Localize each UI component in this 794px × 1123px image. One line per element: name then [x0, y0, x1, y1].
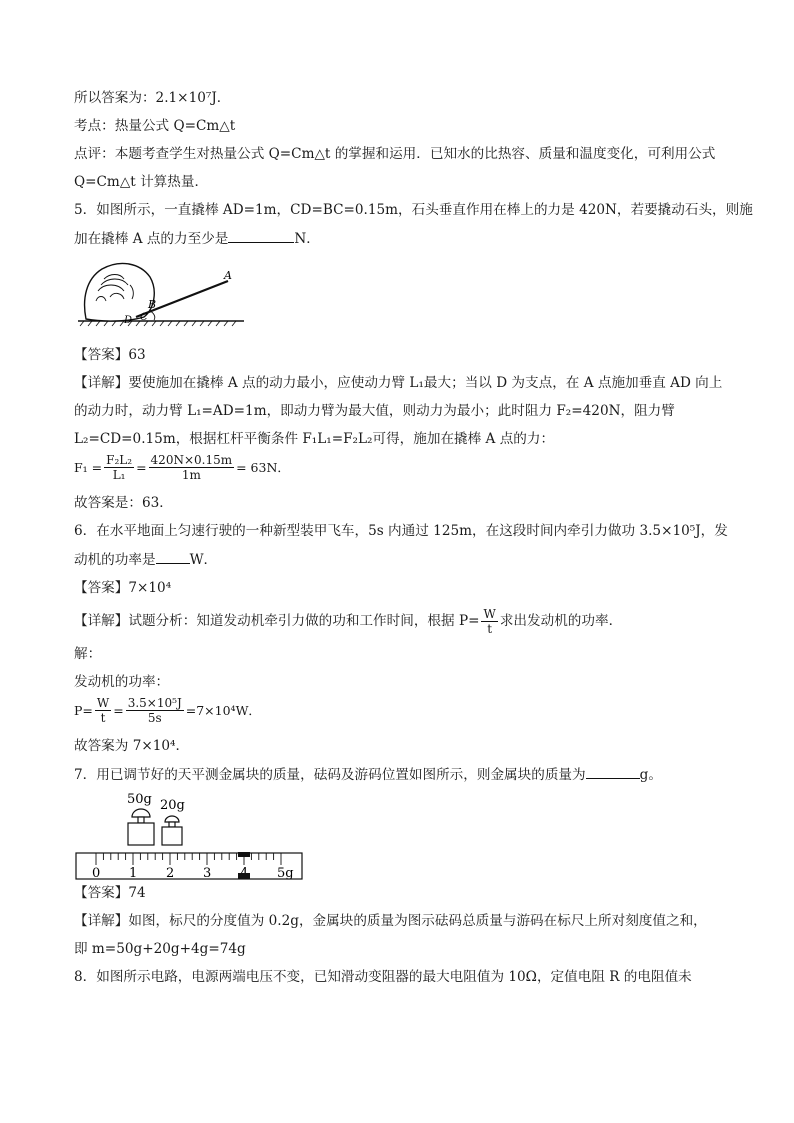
weight-50g [128, 809, 154, 845]
lever-rock-diagram [74, 255, 254, 343]
q5-equation [74, 449, 724, 485]
q8-stem-line-1: 8．如图所示电路，电源两端电压不变，已知滑动变阻器的最大电阻值为 10Ω，定值电阻 R 的电阻值未 [74, 969, 692, 985]
scale-tick-label: 1 [129, 866, 138, 881]
weight-20g-label: 20g [160, 798, 185, 813]
scale-bar [76, 853, 302, 879]
rider-top [238, 852, 250, 857]
label-c: C [140, 312, 148, 323]
scale-tick-label: 5g [277, 866, 294, 881]
dianping-line-2: Q=Cm△t 计算热量． [74, 174, 209, 190]
weights-and-scale [74, 787, 314, 883]
q5-eq-equals: = [136, 459, 147, 475]
q6-equation: P= $\frac{W}{t}$ = $\frac{\text{3.5×10⁵J}}{5s}$ =7×10⁴W． [74, 695, 261, 725]
q6-eq-fraction-2: $\frac{\text{3.5×10⁵J}}{5s}$ [127, 695, 182, 725]
q5-conclusion: 故答案是：63． [74, 495, 173, 511]
q7-stem: 7．用已调节好的天平测金属块的质量，砝码及游码位置如图所示，则金属块的质量为 g。 [74, 764, 724, 785]
q6-answer-blank [156, 549, 190, 564]
q6-jie: 解： [74, 646, 102, 662]
rider-bottom [238, 873, 250, 879]
q5-eq-lhs: F₁ = [74, 459, 103, 475]
q5-eq-fraction-2: $\frac{420N\times 0.15m}{1m}$ [150, 452, 233, 482]
weight-50g-label: 50g [127, 792, 152, 807]
q5-answer: 【答案】63 [74, 347, 146, 363]
q5-lever-figure [74, 255, 724, 345]
dianping-line-1: 点评：本题考查学生对热量公式 Q=Cm△t 的掌握和运用．已知水的比热容、质量和温度变化，可利用公式 [74, 146, 716, 162]
q7-balance-figure [74, 787, 724, 883]
q5-detail-line-3: L₂=CD=0.15m，根据杠杆平衡条件 F₁L₁=F₂L₂可得，施加在撬棒 A 点的力： [74, 431, 555, 447]
q5-detail-line-1: 【详解】要使施加在撬棒 A 点的动力最小，应使动力臂 L₁最大；当以 D 为支点，在 A 点施加垂直 AD 向上 [74, 375, 723, 391]
label-b: B [148, 298, 157, 311]
q5-answer-blank [228, 228, 294, 243]
q5-stem-line-2 [74, 228, 724, 249]
q5-eq-fraction-1: $\frac{\text{F₂L₂}}{\text{L₁}}$ [106, 452, 133, 482]
q5-stem-text: 加在撬棒 A 点的力至少是 [74, 231, 229, 247]
q5-stem-line-1: 5．如图所示，一直撬棒 AD=1m，CD=BC=0.15m，石头垂直作用在棒上的力是 420N，若要撬动石头，则施 [74, 202, 753, 218]
kaodian-line: 考点：热量公式 Q=Cm△t [74, 118, 236, 134]
weight-20g [162, 816, 182, 845]
label-d: D [124, 315, 133, 326]
q6-answer: 【答案】7×10⁴ [74, 580, 172, 596]
q7-detail-line-2: 即 m=50g+20g+4g=74g [74, 941, 246, 957]
q6-detail-line: 【详解】试题分析：知道发动机牵引力做的功和工作时间，根据 P= $\frac{W}{t}$ 求出发动机的功率． [74, 606, 623, 636]
q6-stem-line-2 [74, 549, 724, 570]
q5-stem-unit: N． [294, 231, 320, 247]
q6-stem-line-1: 6．在水平地面上匀速行驶的一种新型装甲飞车，5s 内通过 125m，在这段时间内牵引力做功 3.5×10⁵J，发 [74, 523, 728, 539]
q6-power-label: 发动机的功率： [74, 674, 170, 690]
q6-eq-fraction-1: $\frac{W}{t}$ [96, 695, 110, 725]
q6-stem-text: 动机的功率是 [74, 552, 156, 568]
q6-conclusion: 故答案为 7×10⁴． [74, 738, 190, 754]
scale-tick-label: 2 [166, 866, 175, 881]
q5-detail-line-2: 的动力时，动力臂 L₁=AD=1m，即动力臂为最大值，则动力为最小；此时阻力 F₂=420N，阻力臂 [74, 403, 675, 419]
document-page [74, 88, 753, 987]
q6-stem-unit: W． [189, 552, 218, 568]
q6-inline-fraction: $\frac{W}{t}$ [483, 606, 496, 636]
q7-answer: 【答案】74 [74, 885, 146, 901]
q7-answer-blank [586, 764, 640, 779]
q5-eq-rhs: = 63N． [236, 460, 290, 475]
scale-tick-label: 3 [203, 866, 212, 881]
q7-detail-line-1: 【详解】如图，标尺的分度值为 0.2g，金属块的质量为图示砝码总质量与游码在标尺上所对刻度值之和， [74, 913, 707, 929]
scale-tick-label: 0 [92, 866, 101, 881]
label-a: A [224, 269, 232, 282]
previous-answer: 所以答案为：2.1×10⁷J． [74, 90, 231, 106]
